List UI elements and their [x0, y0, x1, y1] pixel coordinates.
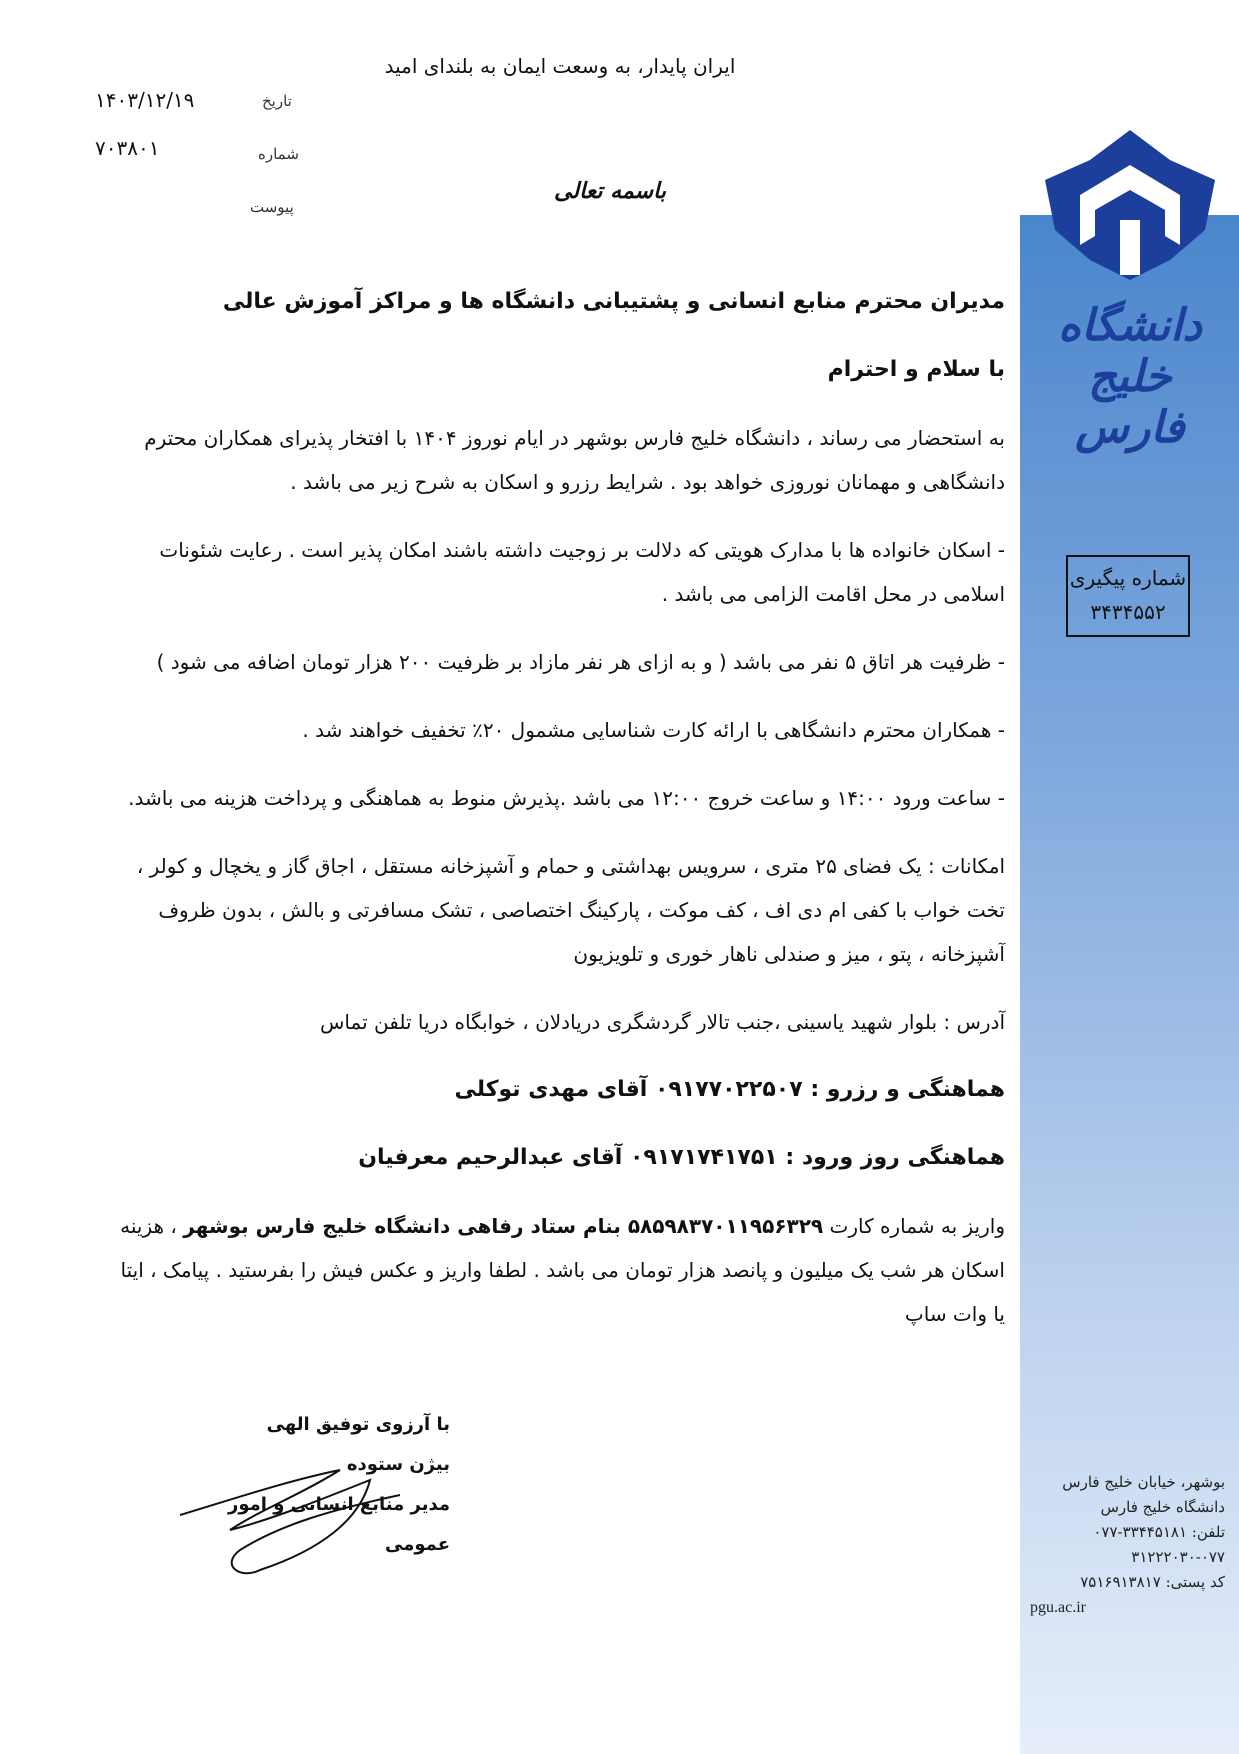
university-name-logotype: دانشگاه خلیج فارس [1057, 300, 1203, 453]
tracking-value: ۳۴۳۴۵۵۲ [1090, 600, 1166, 624]
number-label: شماره [258, 145, 299, 163]
footer-contact [1030, 1470, 1225, 1620]
arrival-contact: هماهنگی روز ورود : ۰۹۱۷۱۷۴۱۷۵۱ آقای عبدالرحیم معرفیان [358, 1145, 1005, 1170]
footer-phone: ۳۱۲۲۲۰۳۰-۰۷۷ [1131, 1548, 1225, 1566]
university-logo-icon [1020, 120, 1239, 320]
reservation-contact: هماهنگی و رزرو : ۰۹۱۷۷۰۲۲۵۰۷ آقای مهدی توکلی [454, 1077, 1005, 1102]
attachment-label: پیوست [250, 198, 294, 216]
recipient-line: مدیران محترم منابع انسانی و پشتیبانی دانشگاه ها و مراکز آموزش عالی [222, 289, 1005, 314]
signer-name: بیژن ستوده [346, 1454, 450, 1475]
closing-wish: با آرزوی توفیق الهی [266, 1414, 450, 1435]
footer-address-line: بوشهر، خیابان خلیج فارس [1062, 1473, 1225, 1491]
address-paragraph: آدرس : بلوار شهید یاسینی ،جنب تالار گردشگری دریادلان ، خوابگاه دریا تلفن تماس [320, 1010, 1005, 1034]
condition-item: - ظرفیت هر اتاق ۵ نفر می باشد ( و به ازای هر نفر مازاد بر ظرفیت ۲۰۰ هزار تومان اضافه می شود ) [156, 650, 1005, 674]
handwritten-signature-icon [170, 1440, 410, 1590]
letter-body [110, 280, 1005, 1360]
slogan: ایران پایدار، به وسعت ایمان به بلندای امید [384, 54, 736, 78]
tracking-label: شماره پیگیری [1069, 566, 1187, 590]
condition-item: - اسکان خانواده ها با مدارک هویتی که دلالت بر زوجیت داشته باشند امکان پذیر است . رعایت شئونات اسلامی در محل اقامت الزامی می باشد . [159, 538, 1005, 606]
payment-prefix: واریز به شماره کارت [823, 1214, 1005, 1238]
condition-item: - ساعت ورود ۱۴:۰۰ و ساعت خروج ۱۲:۰۰ می باشد .پذیرش منوط به هماهنگی و پرداخت هزینه می باشد. [128, 786, 1005, 810]
date-label: تاریخ [262, 92, 292, 110]
facilities-paragraph: امکانات : یک فضای ۲۵ متری ، سرویس بهداشتی و حمام و آشپزخانه مستقل ، اجاق گاز و یخچال و کولر ، تخت خواب با کفی ام دی اف ، کف موکت ، پارکینگ اختصاصی ، تشک مسافرتی و بالش ، بدون ظروف آشپزخانه ، پتو ، میز و صندلی ناهار خوری و تلویزیون [136, 854, 1005, 966]
card-number-and-holder: ۵۸۵۹۸۳۷۰۱۱۹۵۶۳۲۹ بنام ستاد رفاهی دانشگاه خلیج فارس بوشهر [183, 1214, 824, 1238]
number-value: ۷۰۳۸۰۱ [95, 136, 160, 160]
footer-postal-code: کد پستی: ۷۵۱۶۹۱۳۸۱۷ [1080, 1573, 1225, 1591]
basmala: باسمه تعالی [554, 178, 666, 204]
greeting: با سلام و احترام [827, 357, 1005, 382]
footer-phone: تلفن: ۳۳۴۴۵۱۸۱-۰۷۷ [1093, 1523, 1225, 1541]
condition-item: - همکاران محترم دانشگاهی با ارائه کارت شناسایی مشمول ۲۰٪ تخفیف خواهند شد . [302, 718, 1005, 742]
payment-paragraph [110, 1204, 1005, 1336]
footer-website: pgu.ac.ir [1030, 1599, 1086, 1616]
payment-suffix: ، هزینه اسکان هر شب یک میلیون و پانصد هزار تومان می باشد . لطفا واریز و عکس فیش را بفرستید . پیامک ، ایتا یا وات ساپ [120, 1214, 1005, 1326]
signer-title: مدیر منابع انسانی و امور عمومی [228, 1494, 450, 1555]
tracking-number-box [1066, 555, 1190, 637]
date-value: ۱۴۰۳/۱۲/۱۹ [95, 88, 195, 112]
footer-address-line: دانشگاه خلیج فارس [1100, 1498, 1225, 1516]
intro-paragraph: به استحضار می رساند ، دانشگاه خلیج فارس بوشهر در ایام نوروز ۱۴۰۴ با افتخار پذیرای همکاران محترم دانشگاهی و مهمانان نوروزی خواهد بود . شرایط رزرو و اسکان به شرح زیر می باشد . [144, 426, 1005, 494]
